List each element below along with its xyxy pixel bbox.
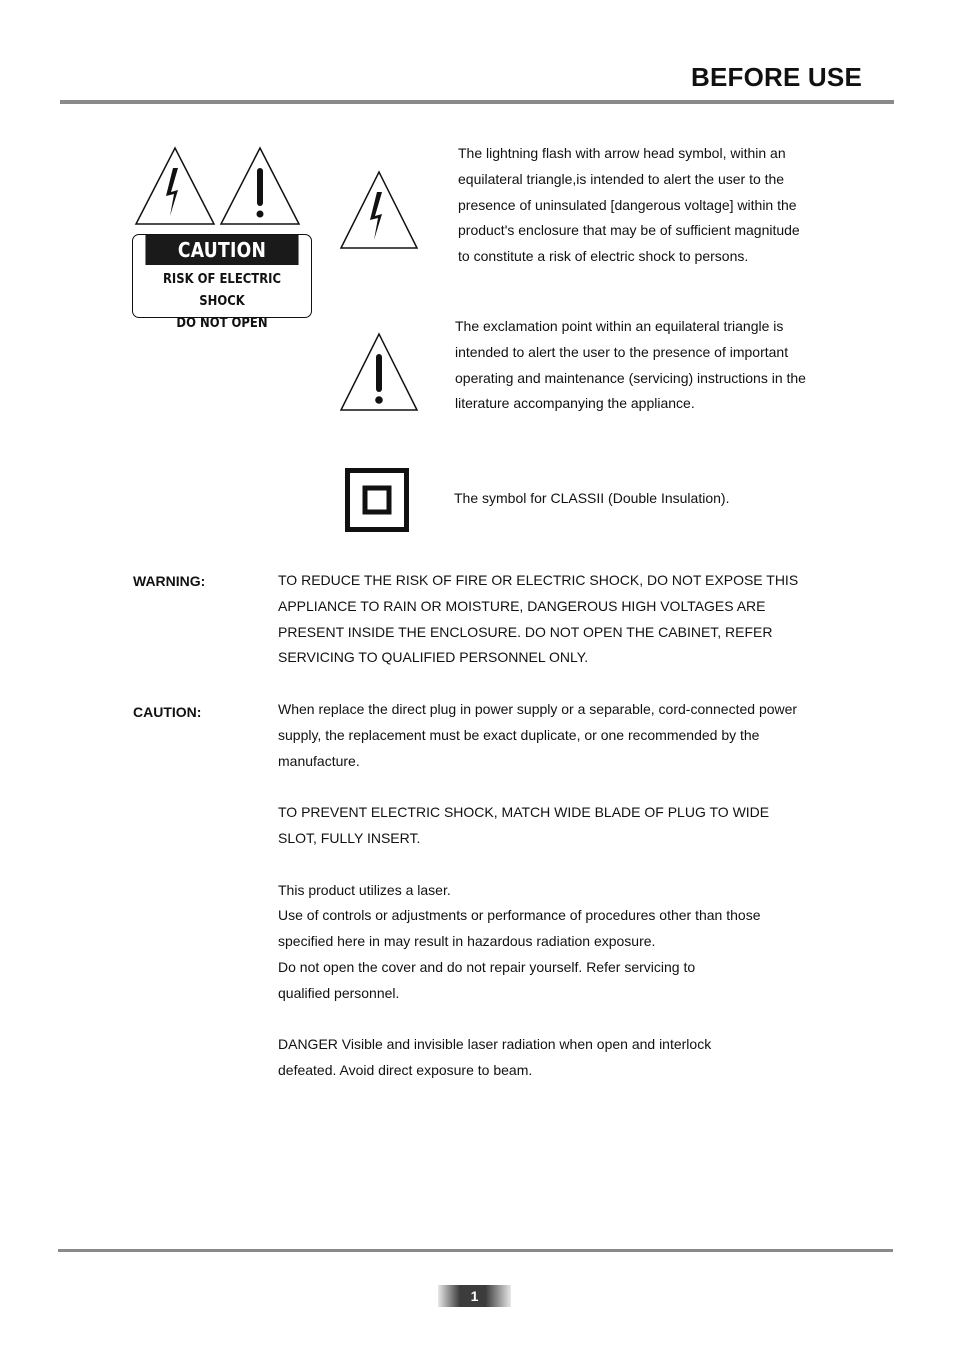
text-line: equilateral triangle,is intended to alert the user to the — [458, 170, 785, 187]
text-line: supply, the replacement must be exact duplicate, or one recommended by the — [278, 726, 760, 743]
text-line: The lightning flash with arrow head symbol, within an — [458, 145, 786, 161]
header-divider — [60, 100, 894, 104]
lightning-triangle-icon — [339, 170, 419, 250]
text-line: When replace the direct plug in power supply or a separable, cord-connected power — [278, 701, 798, 717]
text-line: PRESENT INSIDE THE ENCLOSURE. DO NOT OPEN THE CABINET, REFER — [278, 623, 773, 640]
text-line: The exclamation point within an equilateral triangle is — [455, 318, 784, 334]
text-line: Do not open the cover and do not repair yourself. Refer servicing to — [278, 958, 696, 975]
text-line: DANGER Visible and invisible laser radiation when open and interlock — [278, 1036, 712, 1053]
double-insulation-description — [454, 486, 834, 512]
lightning-symbol-description — [458, 141, 838, 270]
text-line: APPLIANCE TO RAIN OR MOISTURE, DANGEROUS HIGH VOLTAGES ARE — [278, 597, 766, 614]
exclamation-triangle-icon — [339, 332, 419, 412]
caution-paragraph — [278, 800, 838, 852]
page-number: 1 — [438, 1285, 511, 1307]
caution-paragraph — [278, 878, 838, 1007]
text-line: TO PREVENT ELECTRIC SHOCK, MATCH WIDE BLADE OF PLUG TO WIDE — [278, 804, 770, 821]
footer-divider — [58, 1249, 893, 1252]
text-line: SERVICING TO QUALIFIED PERSONNEL ONLY. — [278, 649, 589, 666]
warning-text — [278, 568, 838, 671]
text-line: literature accompanying the appliance. — [455, 395, 695, 412]
text-line: product's enclosure that may be of sufficient magnitude — [458, 222, 800, 239]
caution-label-box — [132, 234, 312, 331]
text-line: manufacture. — [278, 752, 360, 769]
text-line: specified here in may result in hazardous radiation exposure. — [278, 933, 656, 950]
page-title: BEFORE USE — [690, 62, 862, 92]
warning-label: WARNING: — [133, 573, 206, 589]
lightning-triangle-icon — [136, 148, 214, 224]
caution-paragraph — [278, 697, 838, 774]
text-line: SLOT, FULLY INSERT. — [278, 829, 421, 846]
caution-label-line: DO NOT OPEN — [176, 315, 268, 331]
double-insulation-icon — [345, 468, 409, 532]
text-line: The symbol for CLASSII (Double Insulation). — [454, 490, 730, 506]
text-line: intended to alert the user to the presence of important — [455, 343, 789, 360]
text-line: presence of uninsulated [dangerous voltage] within the — [458, 196, 797, 213]
caution-paragraph — [278, 1032, 838, 1084]
text-line: TO REDUCE THE RISK OF FIRE OR ELECTRIC SHOCK, DO NOT EXPOSE THIS — [278, 572, 799, 588]
exclamation-symbol-description — [455, 314, 835, 417]
text-line: Use of controls or adjustments or performance of procedures other than those — [278, 907, 761, 924]
text-line: qualified personnel. — [278, 984, 400, 1001]
exclamation-triangle-icon — [221, 148, 299, 224]
caution-label-title: CAUTION — [145, 235, 298, 265]
text-line: This product utilizes a laser. — [278, 881, 451, 898]
caution-label — [130, 144, 314, 331]
caution-label-icons — [130, 144, 314, 236]
caution-text — [278, 697, 838, 1110]
caution-label-line: RISK OF ELECTRIC SHOCK — [162, 271, 281, 309]
text-line: operating and maintenance (servicing) instructions in the — [455, 369, 806, 386]
caution-section-label: CAUTION: — [133, 704, 202, 720]
text-line: defeated. Avoid direct exposure to beam. — [278, 1062, 533, 1079]
text-line: to constitute a risk of electric shock to persons. — [458, 248, 749, 265]
